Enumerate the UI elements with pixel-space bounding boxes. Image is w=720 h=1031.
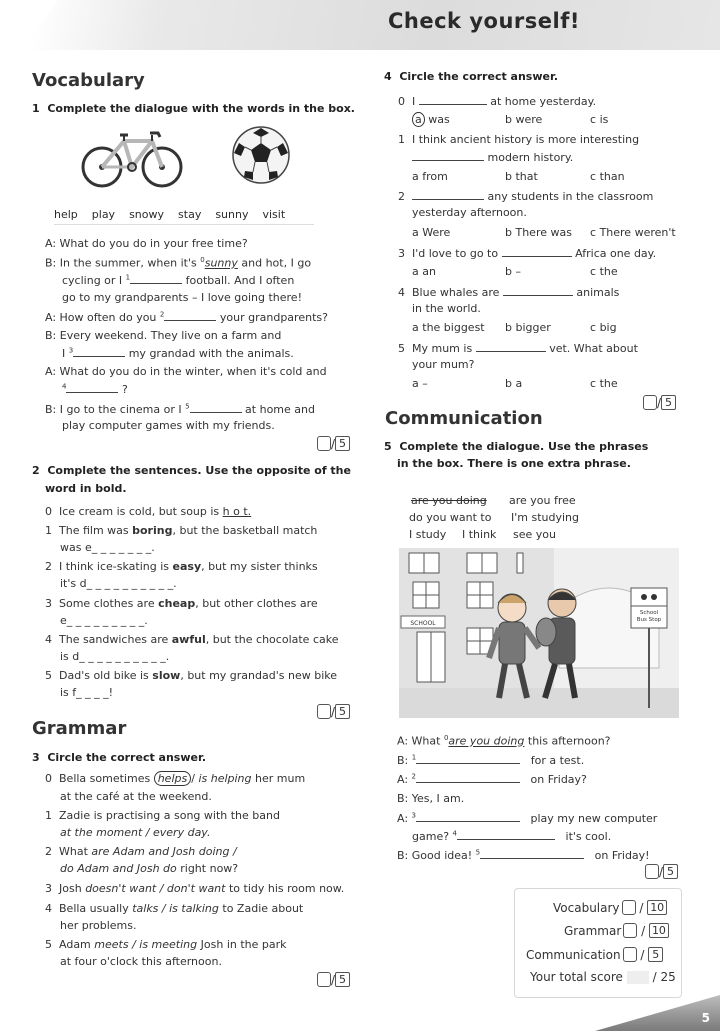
ex4-q5-opt-b[interactable]: b a [505, 377, 523, 390]
ex1-line: B: In the summer, when it's $^0$sunny and hot, I go [45, 256, 312, 270]
ex3-item-2-b[interactable]: do Adam and Josh do right now? [60, 862, 239, 875]
answer-blank[interactable] [416, 753, 520, 764]
ex4-q5: 5 My mum is vet. What about [398, 342, 638, 355]
phrase-option: do you want to [409, 511, 492, 524]
page-title: Check yourself! [388, 9, 580, 33]
ex1-line: A: What do you do in the winter, when it's cold and [45, 365, 327, 378]
ex4-q2-opt-b[interactable]: b There was [505, 226, 572, 239]
ex4-q1-b: modern history. [412, 150, 573, 164]
ex4-q3-opt-b[interactable]: b – [505, 265, 521, 278]
answer-blank[interactable] [416, 772, 520, 783]
summary-vocabulary[interactable]: Vocabulary / 10 [553, 900, 667, 915]
ex1-word-box [54, 208, 314, 225]
word-option: sunny [215, 208, 249, 221]
football-image [231, 125, 291, 185]
ex4-q0-opt-a[interactable]: a was [412, 113, 450, 126]
answer-blank[interactable] [164, 310, 216, 321]
ex4-q3: 3 I'd love to go to Africa one day. [398, 247, 657, 260]
ex1-line: A: How often do you $^2$ your grandparents? [45, 310, 328, 324]
ex1-line: go to my grandparents – I love going there! [62, 291, 302, 304]
phrase-option: I study [409, 528, 447, 541]
ex3-item-4[interactable]: 4 Bella usually talks / is talking to Zadie about [45, 902, 304, 915]
ex3-instruction: 3 Circle the correct answer. [32, 751, 207, 764]
ex1-line: $^4$ ? [62, 382, 128, 396]
ex5-line-4: A: $^3$ play my new computer [397, 811, 658, 825]
ex2-item-2: 2 I think ice-skating is easy, but my sister thinks [45, 560, 318, 573]
communication-heading: Communication [385, 408, 543, 429]
ex4-q2-opt-c[interactable]: c There weren't [590, 226, 676, 239]
ex2-item-3-answer[interactable]: e_ _ _ _ _ _ _ _ _. [60, 614, 148, 627]
ex3-score[interactable]: / 5 [317, 972, 350, 987]
ex5-line-6: B: Good idea! $^5$ on Friday! [397, 848, 650, 862]
ex4-q1-opt-a[interactable]: a from [412, 170, 448, 183]
ex2-item-5-answer[interactable]: is f_ _ _ _! [60, 686, 114, 699]
ex3-item-5-b: at four o'clock this afternoon. [60, 955, 222, 968]
ex3-item-2: 2 What are Adam and Josh doing / [45, 845, 237, 858]
phrase-option: I'm studying [511, 511, 579, 524]
ex4-q4-b: in the world. [412, 302, 481, 315]
ex4-q0-opt-c[interactable]: c is [590, 113, 609, 126]
ex1-line: I $^3$ my grandad with the animals. [62, 346, 294, 360]
phrase-option: see you [513, 528, 556, 541]
header-banner [0, 0, 720, 50]
ex2-instruction: 2 Complete the sentences. Use the opposite of the [32, 464, 351, 477]
ex5-line-0: A: What $^0$are you doing this afternoon? [397, 734, 611, 748]
ex1-line: play computer games with my friends. [62, 419, 275, 432]
ex5-line-1: B: $^1$ for a test. [397, 753, 585, 767]
answer-blank[interactable] [66, 382, 118, 393]
ex5-score[interactable]: / 5 [645, 864, 678, 879]
ex3-item-4-b: her problems. [60, 919, 137, 932]
bus-stop-sign-line2: Bus Stop [636, 617, 662, 623]
ex3-item-1: 1 Zadie is practising a song with the band [45, 809, 280, 822]
ex3-item-0-b: at the café at the weekend. [60, 790, 212, 803]
ex4-q5-opt-a[interactable]: a – [412, 377, 428, 390]
ex2-item-0: 0 Ice cream is cold, but soup is h o t. [45, 505, 252, 518]
answer-blank[interactable] [190, 402, 242, 413]
ex2-item-5: 5 Dad's old bike is slow, but my grandad's new bike [45, 669, 337, 682]
word-option: play [91, 208, 116, 221]
ex1-line: B: I go to the cinema or I $^5$ at home and [45, 402, 315, 416]
answer-blank[interactable] [73, 346, 125, 357]
phrase-option: I think [462, 528, 497, 541]
ex4-q1-opt-b[interactable]: b that [505, 170, 538, 183]
ex4-q4-opt-b[interactable]: b bigger [505, 321, 551, 334]
ex2-item-1: 1 The film was boring, but the basketball match [45, 524, 318, 537]
ex1-instruction: 1 Complete the dialogue with the words in the box. [32, 102, 355, 115]
ex5-line-3: B: Yes, I am. [397, 792, 465, 805]
ex4-q5-b: your mum? [412, 358, 475, 371]
ex3-item-0: 0 Bella sometimes helps / is helping her mum [45, 772, 306, 785]
ex2-item-3: 3 Some clothes are cheap, but other clothes are [45, 597, 318, 610]
ex3-item-5[interactable]: 5 Adam meets / is meeting Josh in the park [45, 938, 287, 951]
grammar-heading: Grammar [32, 718, 127, 739]
word-option: stay [178, 208, 202, 221]
bicycle-image [80, 123, 185, 191]
ex4-q4: 4 Blue whales are animals [398, 286, 620, 299]
answer-blank[interactable] [457, 829, 555, 840]
ex4-q4-opt-c[interactable]: c big [590, 321, 617, 334]
ex2-instruction-2: word in bold. [45, 482, 127, 495]
word-option: snowy [129, 208, 165, 221]
summary-total[interactable]: Your total score / 25 [530, 970, 676, 984]
ex4-q0: 0 I at home yesterday. [398, 95, 597, 108]
answer-blank[interactable] [416, 811, 520, 822]
phrase-option: are you doing [411, 494, 487, 507]
school-sign: SCHOOL [410, 620, 436, 627]
answer-blank[interactable] [130, 273, 182, 284]
ex1-score[interactable]: / 5 [317, 436, 350, 451]
ex4-q2: 2 any students in the classroom [398, 190, 654, 203]
phrase-option: are you free [509, 494, 576, 507]
word-option: help [54, 208, 78, 221]
ex3-item-1-options[interactable]: at the moment / every day. [60, 826, 211, 839]
ex2-item-4-answer[interactable]: is d_ _ _ _ _ _ _ _ _ _. [60, 650, 170, 663]
ex5-line-5: game? $^4$ it's cool. [412, 829, 612, 843]
ex4-q3-opt-c[interactable]: c the [590, 265, 618, 278]
ex4-score[interactable]: / 5 [643, 395, 676, 410]
word-option: visit [262, 208, 286, 221]
ex4-q4-opt-a[interactable]: a the biggest [412, 321, 485, 334]
school-illustration [399, 548, 679, 718]
ex2-item-1-answer[interactable]: was e_ _ _ _ _ _ _. [60, 541, 155, 554]
ex2-item-4: 4 The sandwiches are awful, but the chocolate cake [45, 633, 339, 646]
ex4-q1: 1 I think ancient history is more interesting [398, 133, 640, 146]
ex4-q2-b: yesterday afternoon. [412, 206, 527, 219]
summary-grammar[interactable]: Grammar / 10 [564, 923, 669, 938]
ex5-instruction-2: in the box. There is one extra phrase. [397, 457, 631, 470]
ex5-instruction: 5 Complete the dialogue. Use the phrases [384, 440, 649, 453]
ex3-item-3[interactable]: 3 Josh doesn't want / don't want to tidy his room now. [45, 882, 345, 895]
ex1-line: cycling or I $^1$ football. And I often [62, 273, 295, 287]
ex4-instruction: 4 Circle the correct answer. [384, 70, 559, 83]
bus-stop-sign-line1: School [639, 610, 659, 616]
ex4-q3-opt-a[interactable]: a an [412, 265, 436, 278]
ex2-item-2-answer[interactable]: it's d_ _ _ _ _ _ _ _ _ _. [60, 577, 177, 590]
ex4-q5-opt-c[interactable]: c the [590, 377, 618, 390]
ex4-q0-opt-b[interactable]: b were [505, 113, 543, 126]
vocabulary-heading: Vocabulary [32, 70, 145, 91]
ex4-q1-opt-c[interactable]: c than [590, 170, 625, 183]
ex4-q2-opt-a[interactable]: a Were [412, 226, 451, 239]
page-number: 5 [701, 1011, 710, 1025]
summary-communication[interactable]: Communication / 5 [526, 947, 663, 962]
ex1-line: B: Every weekend. They live on a farm and [45, 329, 282, 342]
ex5-line-2: A: $^2$ on Friday? [397, 772, 587, 786]
ex1-line: A: What do you do in your free time? [45, 237, 248, 250]
ex2-score[interactable]: / 5 [317, 704, 350, 719]
answer-blank[interactable] [480, 848, 584, 859]
